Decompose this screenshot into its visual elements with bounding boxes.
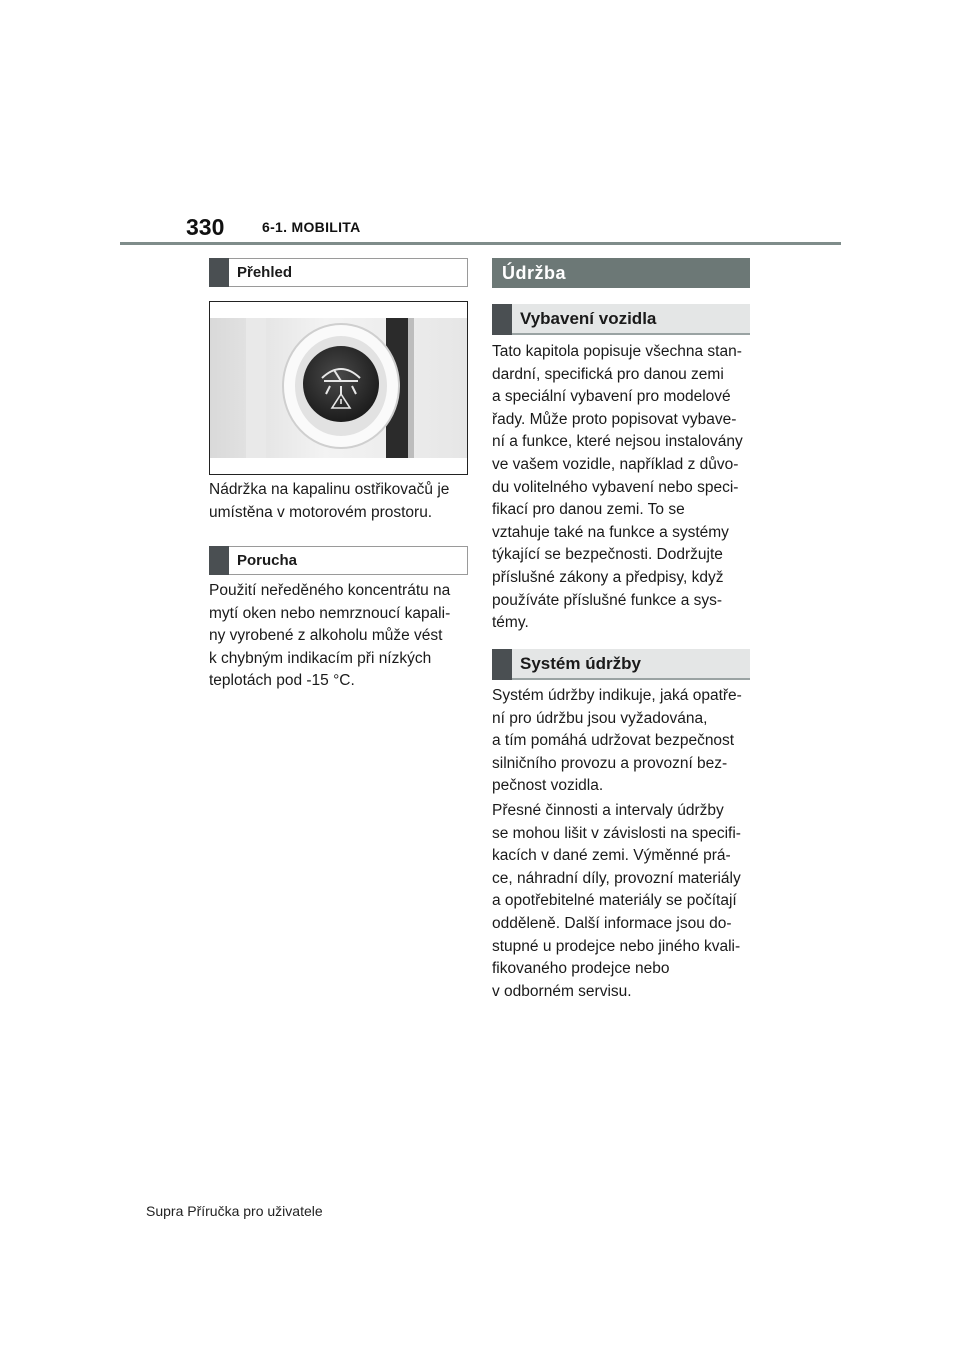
equipment-paragraph — [492, 341, 757, 635]
text-line: se mohou lišit v závislosti na specifi- — [492, 824, 741, 842]
text-line: Systém údržby indikuje, jaká opatře- — [492, 687, 742, 704]
text-line: týkající se bezpečnosti. Dodržujte — [492, 546, 723, 564]
text-line: a tím pomáhá udržovat bezpečnost — [492, 732, 735, 750]
text-line: teplotách pod -15 °C. — [209, 672, 355, 690]
text-line: kacích v dané zemi. Výměnné prá- — [492, 847, 731, 865]
overview-heading — [209, 258, 468, 287]
maintenance-paragraph-2 — [492, 800, 757, 1003]
text-line: Nádržka na kapalinu ostřikovačů je — [209, 481, 450, 498]
equipment-heading-label: Vybavení vozidla — [512, 304, 750, 335]
text-line: a speciální vybavení pro modelové — [492, 388, 731, 406]
text-line: stupné u prodejce nebo jiného kvali- — [492, 937, 741, 955]
text-line: vztahuje také na funkce a systémy — [492, 523, 729, 541]
heading-bar — [492, 649, 512, 680]
text-line: řady. Může proto popisovat vybave- — [492, 410, 737, 428]
text-line: ní a funkce, které nejsou instalovány — [492, 433, 743, 451]
text-line: pečnost vozidla. — [492, 777, 604, 795]
overview-heading-label: Přehled — [229, 258, 468, 287]
text-line: du volitelného vybavení nebo speci- — [492, 478, 739, 496]
text-line: témy. — [492, 614, 529, 632]
text-line: Tato kapitola popisuje všechna stan- — [492, 343, 742, 360]
text-line: ce, náhradní díly, provozní materiály — [492, 869, 741, 887]
heading-bar — [492, 304, 512, 335]
equipment-heading — [492, 304, 750, 335]
maintenance-paragraph-1 — [492, 685, 757, 798]
header-divider — [120, 242, 841, 245]
text-line: ny vyrobené z alkoholu může vést — [209, 627, 443, 645]
washer-reservoir-illustration — [210, 302, 467, 474]
text-line: mytí oken nebo nemrznoucí kapali- — [209, 604, 451, 622]
overview-paragraph — [209, 479, 471, 524]
text-line: fikovaného prodejce nebo — [492, 960, 670, 978]
maintenance-system-heading-label: Systém údržby — [512, 649, 750, 680]
text-line: fikací pro danou zemi. To se — [492, 501, 685, 519]
reservoir-cap-icon — [303, 346, 379, 422]
text-line: ve vašem vozidle, například z důvo- — [492, 455, 739, 473]
maintenance-main-heading: Údržba — [492, 258, 750, 288]
text-line: k chybným indikacím při nízkých — [209, 649, 432, 667]
text-line: dardní, specifická pro danou zemi — [492, 365, 724, 383]
fault-heading — [209, 546, 468, 575]
fault-heading-label: Porucha — [229, 546, 468, 575]
washer-reservoir-photo — [209, 301, 468, 475]
section-title: 6-1. MOBILITA — [262, 219, 361, 235]
text-line: silničního provozu a provozní bez- — [492, 754, 728, 772]
text-line: příslušné zákony a předpisy, když — [492, 568, 724, 586]
text-line: ní pro údržbu jsou vyžadována, — [492, 709, 708, 727]
footer-manual-title: Supra Příručka pro uživatele — [146, 1203, 323, 1219]
maintenance-system-heading — [492, 649, 750, 680]
text-line: umístěna v motorovém prostoru. — [209, 503, 433, 521]
page-number: 330 — [186, 214, 225, 240]
text-line: používáte příslušné funkce a sys- — [492, 591, 723, 609]
heading-bar — [209, 546, 229, 575]
text-line: v odborném servisu. — [492, 982, 632, 1000]
text-line: Přesné činnosti a intervaly údržby — [492, 802, 724, 819]
heading-bar — [209, 258, 229, 287]
text-line: odděleně. Další informace jsou do- — [492, 914, 732, 932]
fault-paragraph — [209, 580, 471, 693]
text-line: a opotřebitelné materiály se počítají — [492, 892, 737, 910]
text-line: Použití neředěného koncentrátu na — [209, 582, 451, 599]
